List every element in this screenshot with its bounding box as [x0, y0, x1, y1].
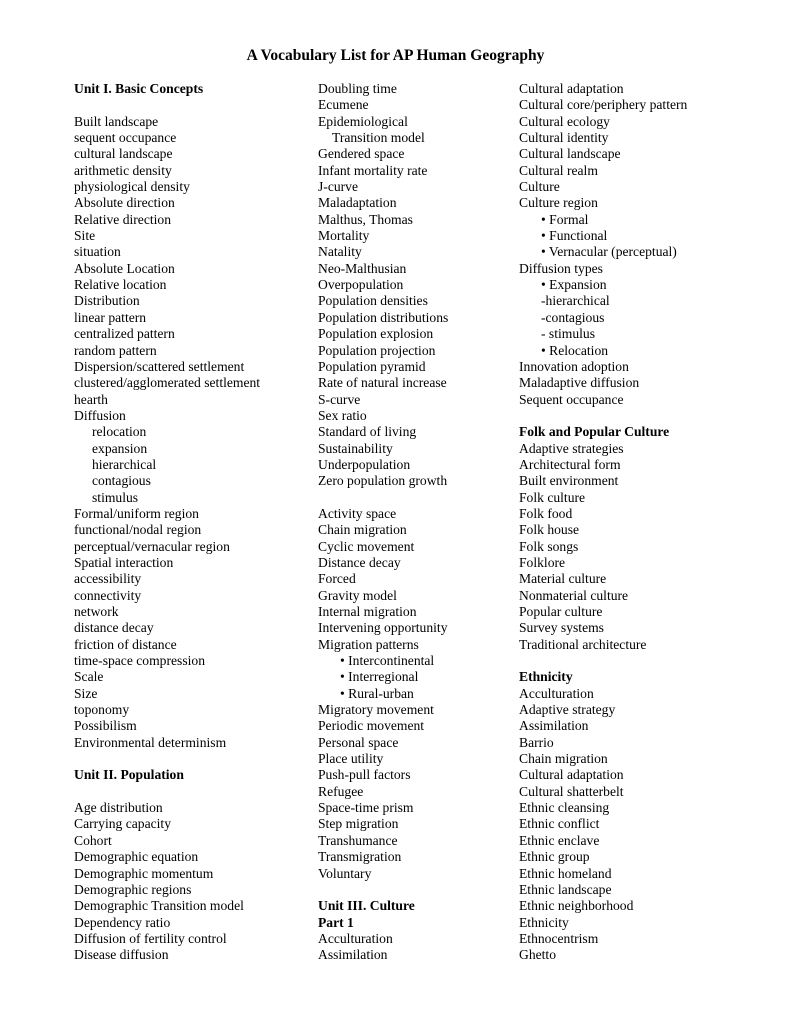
vocab-term: Demographic regions — [74, 881, 192, 897]
vocab-term: Sustainability — [318, 440, 393, 456]
vocab-term: Cultural adaptation — [519, 767, 624, 783]
section-heading: Part 1 — [318, 914, 354, 930]
vocab-term: relocation — [92, 424, 147, 440]
vocab-term: Ecumene — [318, 97, 369, 113]
vocab-term: Transmigration — [318, 849, 402, 865]
vocab-term: Doubling time — [318, 81, 397, 96]
section-heading: Folk and Popular Culture — [519, 424, 670, 440]
vocab-term: Underpopulation — [318, 456, 411, 472]
vocab-term: Folk songs — [519, 538, 579, 554]
vocab-term: • Formal — [541, 211, 589, 227]
vocab-term: distance decay — [74, 620, 154, 636]
vocab-term: Population projection — [318, 342, 436, 358]
vocab-term: Cyclic movement — [318, 538, 415, 554]
vocab-term: Disease diffusion — [74, 947, 169, 963]
document-title: A Vocabulary List for AP Human Geography — [246, 47, 545, 64]
blank-line — [74, 784, 260, 800]
vocab-term: expansion — [92, 440, 148, 456]
vocab-term: Diffusion — [74, 407, 126, 423]
vocab-term: linear pattern — [74, 309, 147, 325]
vocab-term: Maladaptation — [318, 195, 397, 211]
vocab-term: accessibility — [74, 571, 142, 587]
vocab-term: Natality — [318, 244, 362, 260]
vocab-term: Distance decay — [318, 554, 401, 570]
blank-line — [318, 490, 448, 506]
vocab-term: Migration patterns — [318, 636, 419, 652]
vocab-term: Gravity model — [318, 587, 397, 603]
vocab-term: Folk house — [519, 522, 580, 538]
vocab-term: Population explosion — [318, 326, 434, 342]
vocab-term: random pattern — [74, 342, 157, 358]
vocab-term: Scale — [74, 669, 104, 685]
vocab-term: Refugee — [318, 783, 364, 799]
vocab-term: Internal migration — [318, 604, 417, 619]
vocab-term: Standard of living — [318, 424, 417, 440]
vocab-term: Spatial interaction — [74, 554, 174, 570]
vocab-term: Ethnic group — [519, 849, 590, 865]
vocab-term: Cohort — [74, 832, 112, 848]
vocab-term: friction of distance — [74, 636, 177, 652]
vocab-term: Cultural shatterbelt — [519, 783, 624, 799]
vocab-term: Sequent occupance — [519, 391, 624, 407]
vocab-term: Size — [74, 685, 98, 701]
vocab-term: clustered/agglomerated settlement — [74, 375, 261, 391]
vocab-term: Forced — [318, 571, 356, 587]
vocab-term: Barrio — [519, 734, 554, 750]
vocab-term: Cultural identity — [519, 130, 609, 146]
vocab-term: stimulus — [92, 489, 139, 505]
vocab-term: Rate of natural increase — [318, 375, 447, 391]
vocab-term: time-space compression — [74, 653, 205, 669]
vocab-term: Carrying capacity — [74, 816, 172, 832]
vocab-term: Folk culture — [519, 489, 586, 505]
vocab-term: Ethnic cleansing — [519, 800, 610, 816]
vocab-term: S-curve — [318, 391, 361, 407]
vocab-term: Cultural core/periphery pattern — [519, 97, 688, 113]
vocab-term: • Interregional — [340, 669, 419, 685]
vocab-term: Ethnic enclave — [519, 832, 600, 848]
vocab-term: toponomy — [74, 702, 130, 718]
vocab-term: sequent occupance — [74, 130, 177, 146]
vocab-term: Material culture — [519, 571, 607, 587]
vocab-term: hearth — [74, 391, 108, 407]
vocab-term: Sex ratio — [318, 407, 367, 423]
vocab-term: Ethnic conflict — [519, 816, 600, 832]
vocab-term: Age distribution — [74, 800, 163, 816]
vocab-term: Cultural adaptation — [519, 81, 624, 96]
vocab-term: Culture — [519, 179, 560, 195]
vocab-term: Ethnic landscape — [519, 881, 612, 897]
vocab-term: Innovation adoption — [519, 358, 629, 374]
vocab-term: Absolute Location — [74, 260, 175, 276]
vocab-term: - stimulus — [541, 326, 596, 342]
vocab-term: • Relocation — [541, 342, 609, 358]
vocabulary-column-1 — [74, 81, 260, 964]
vocab-term: contagious — [92, 473, 151, 489]
vocab-term: Voluntary — [318, 865, 372, 881]
vocab-term: Possibilism — [74, 718, 137, 734]
vocab-term: Mortality — [318, 228, 370, 244]
vocab-term: Formal/uniform region — [74, 505, 199, 521]
vocab-term: • Intercontinental — [340, 653, 435, 669]
vocab-term: Population distributions — [318, 309, 449, 325]
vocab-term: Architectural form — [519, 456, 621, 472]
vocab-term: Zero population growth — [318, 473, 448, 489]
vocab-term: Cultural realm — [519, 162, 598, 178]
vocab-term: Gendered space — [318, 146, 405, 162]
vocab-term: • Vernacular (perceptual) — [541, 244, 677, 260]
vocab-term: Step migration — [318, 816, 399, 832]
vocab-term: Relative location — [74, 277, 167, 293]
vocab-term: Diffusion types — [519, 260, 603, 276]
vocab-term: Intervening opportunity — [318, 620, 448, 636]
vocab-term: Maladaptive diffusion — [519, 375, 640, 391]
vocab-term: Transhumance — [318, 832, 398, 848]
vocab-term: Epidemiological — [318, 113, 408, 129]
vocab-term: Diffusion of fertility control — [74, 930, 227, 946]
vocab-term: J-curve — [318, 179, 359, 195]
vocab-term: Infant mortality rate — [318, 162, 428, 178]
vocab-term: Popular culture — [519, 604, 603, 619]
vocab-term: Demographic Transition model — [74, 898, 244, 914]
vocab-term: Ethnic neighborhood — [519, 898, 634, 914]
vocab-term: Population pyramid — [318, 358, 426, 374]
blank-line — [74, 97, 260, 113]
blank-line — [318, 882, 448, 898]
vocab-term: Site — [74, 228, 96, 244]
vocab-term: Traditional architecture — [519, 636, 647, 652]
vocab-term: Folklore — [519, 554, 566, 570]
vocab-term: -contagious — [541, 309, 605, 325]
vocab-term: Folk food — [519, 505, 573, 521]
blank-line — [74, 751, 260, 767]
blank-line — [519, 653, 687, 669]
vocab-term: centralized pattern — [74, 326, 175, 342]
vocab-term: Activity space — [318, 505, 397, 521]
blank-line — [519, 408, 687, 424]
vocab-term: Neo-Malthusian — [318, 260, 407, 276]
vocabulary-column-3 — [519, 81, 687, 964]
vocab-term: Demographic equation — [74, 849, 199, 865]
vocab-term: Chain migration — [318, 522, 407, 538]
vocab-term: Ethnic homeland — [519, 865, 612, 881]
vocab-term: situation — [74, 244, 121, 260]
vocab-term: Adaptive strategy — [519, 702, 616, 718]
vocab-term: Personal space — [318, 734, 399, 750]
vocab-term: cultural landscape — [74, 146, 173, 162]
vocab-term: -hierarchical — [541, 293, 610, 309]
vocab-term: Ethnocentrism — [519, 930, 599, 946]
vocab-term: Built landscape — [74, 113, 159, 129]
vocab-term: hierarchical — [92, 456, 157, 472]
section-heading: Unit I. Basic Concepts — [74, 81, 204, 96]
vocab-term: Survey systems — [519, 620, 604, 636]
section-heading: Ethnicity — [519, 669, 573, 685]
vocab-term: Adaptive strategies — [519, 440, 624, 456]
vocab-term: Dependency ratio — [74, 914, 171, 930]
vocab-term: Assimilation — [519, 718, 589, 734]
vocab-term: Culture region — [519, 195, 598, 211]
vocab-term: Malthus, Thomas — [318, 211, 413, 227]
vocab-term: network — [74, 604, 119, 619]
vocab-term: Demographic momentum — [74, 865, 214, 881]
vocab-term: Dispersion/scattered settlement — [74, 358, 245, 374]
vocab-term: Migratory movement — [318, 702, 434, 718]
vocab-term: Nonmaterial culture — [519, 587, 629, 603]
vocab-term: arithmetic density — [74, 162, 172, 178]
vocab-term: Distribution — [74, 293, 140, 309]
vocab-term: Built environment — [519, 473, 619, 489]
vocab-term: Acculturation — [519, 685, 594, 701]
vocab-term: • Rural-urban — [340, 685, 414, 701]
vocab-term: • Functional — [541, 228, 608, 244]
vocab-term: Periodic movement — [318, 718, 425, 734]
vocab-term: perceptual/vernacular region — [74, 538, 230, 554]
vocab-term: Relative direction — [74, 211, 172, 227]
vocab-term: Push-pull factors — [318, 767, 411, 783]
vocab-term: Cultural ecology — [519, 113, 610, 129]
vocabulary-column-2 — [318, 81, 448, 964]
vocab-term: Overpopulation — [318, 277, 404, 293]
vocab-term: Ghetto — [519, 947, 556, 963]
vocab-term: Cultural landscape — [519, 146, 621, 162]
vocab-term: physiological density — [74, 179, 190, 195]
vocab-term: Population densities — [318, 293, 428, 309]
vocab-term: Transition model — [332, 130, 425, 146]
vocab-term: Chain migration — [519, 751, 608, 767]
vocab-term: functional/nodal region — [74, 522, 202, 538]
vocab-term: • Expansion — [541, 277, 607, 293]
vocab-term: Absolute direction — [74, 195, 175, 211]
vocab-term: Environmental determinism — [74, 734, 227, 750]
section-heading: Unit III. Culture — [318, 898, 415, 914]
vocab-term: connectivity — [74, 587, 142, 603]
vocab-term: Acculturation — [318, 930, 393, 946]
section-heading: Unit II. Population — [74, 767, 184, 783]
vocab-term: Assimilation — [318, 947, 388, 963]
vocab-term: Place utility — [318, 751, 384, 767]
vocab-term: Space-time prism — [318, 800, 414, 816]
vocab-term: Ethnicity — [519, 914, 569, 930]
